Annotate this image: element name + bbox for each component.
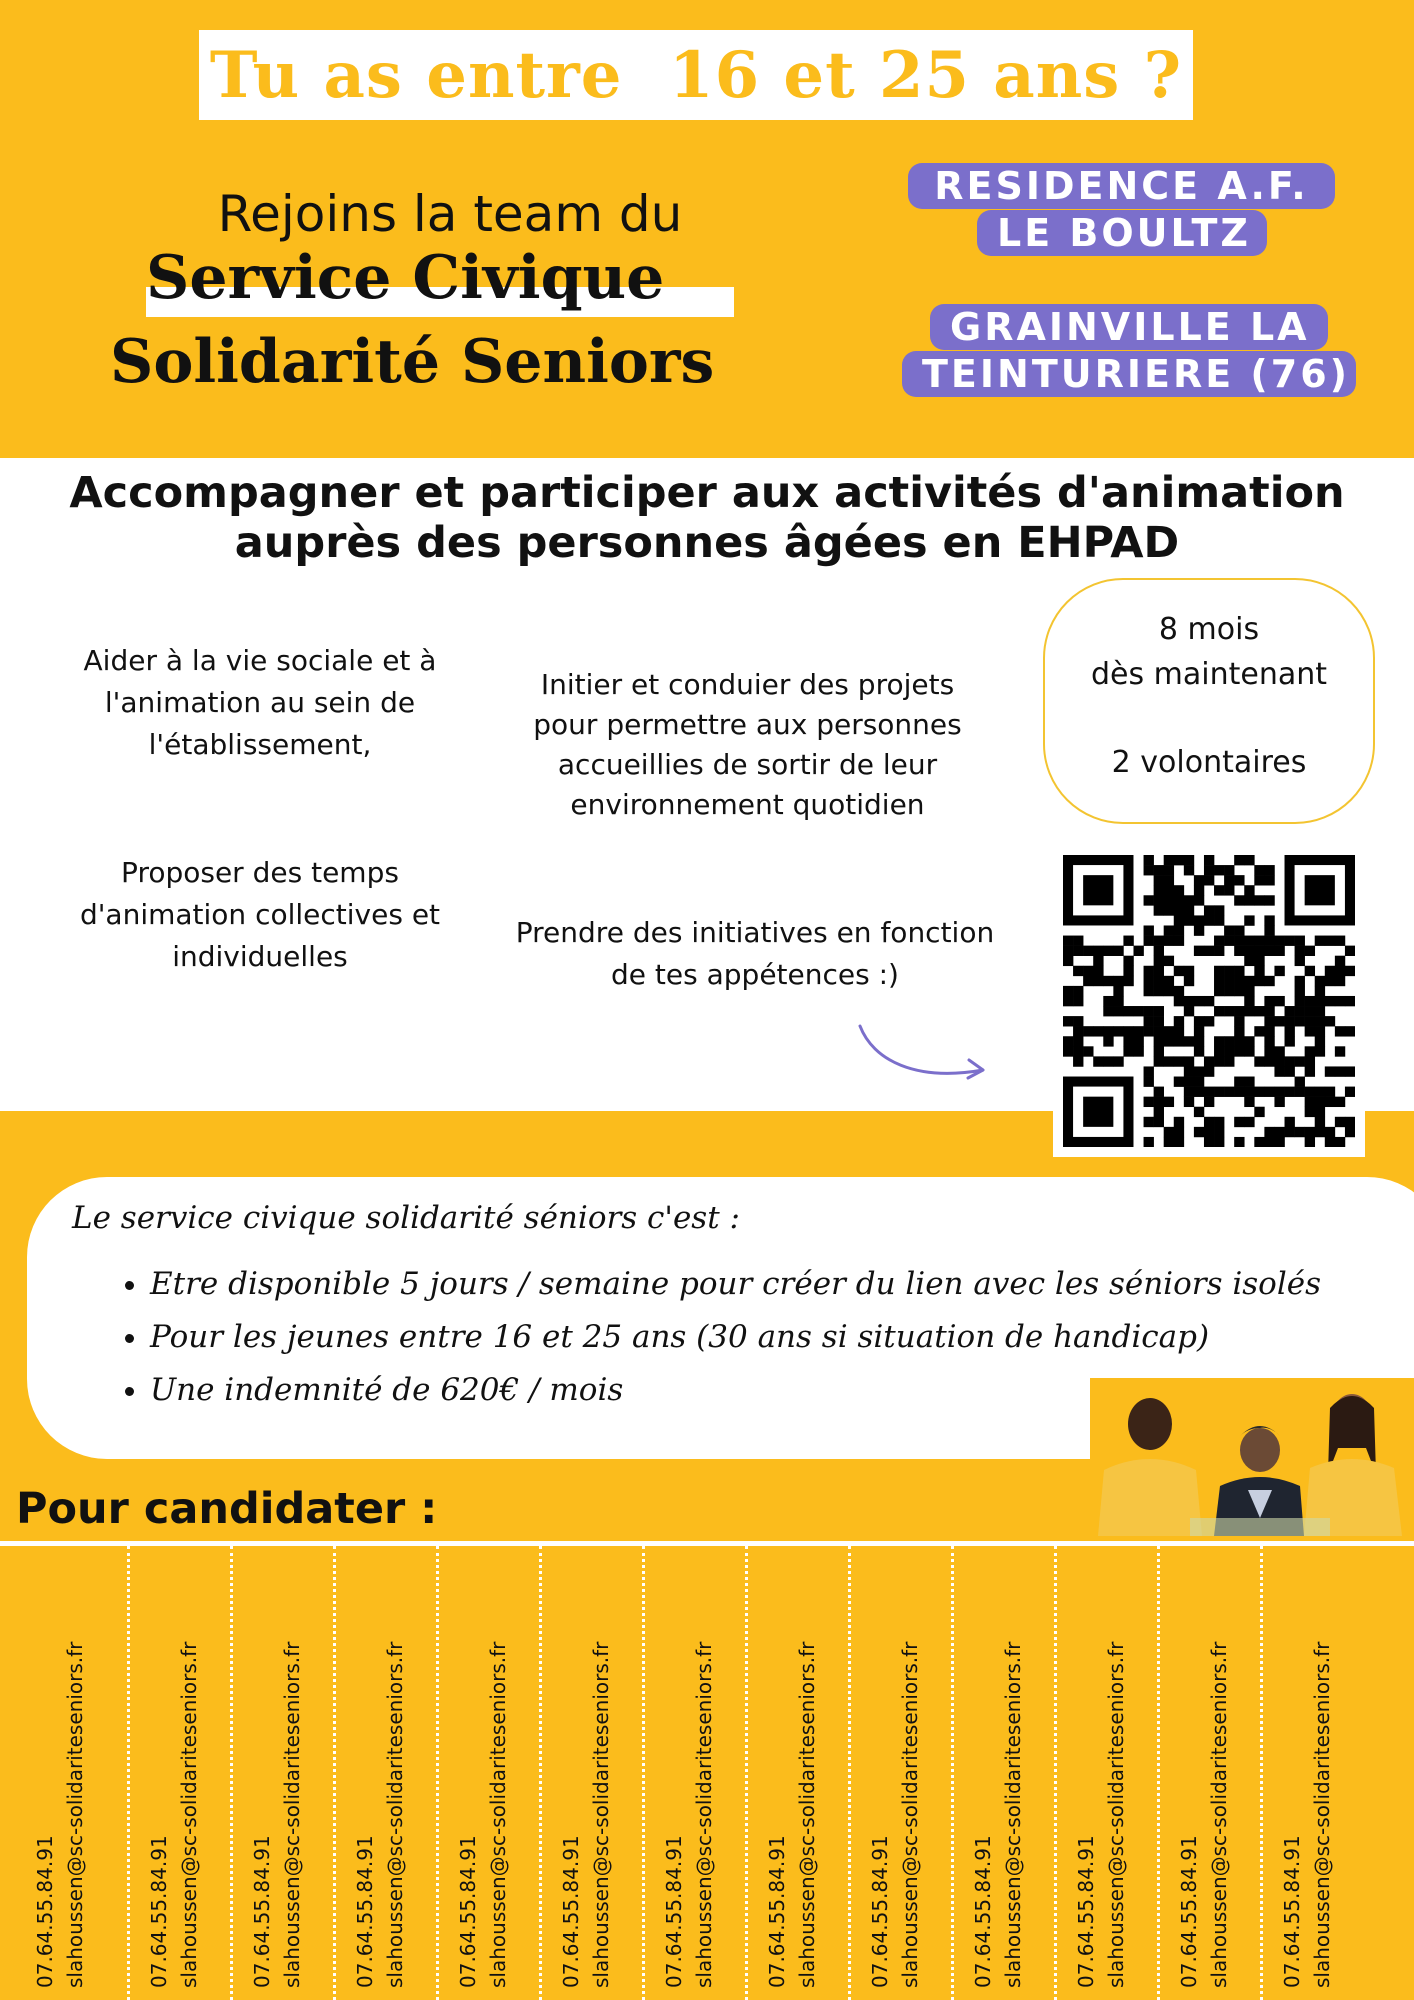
tab-phone[interactable]: 07.64.55.84.91 <box>765 1835 789 1988</box>
tab-email[interactable]: slahoussen@sc-solidariteseniors.fr <box>280 1641 304 1988</box>
tear-off-tab <box>233 1546 336 2000</box>
tab-contact <box>1277 1558 1337 1988</box>
tab-contact <box>865 1558 925 1988</box>
mission-line1: Accompagner et participer aux activités d'animation <box>69 468 1345 518</box>
tab-phone[interactable]: 07.64.55.84.91 <box>1177 1835 1201 1988</box>
tab-phone[interactable]: 07.64.55.84.91 <box>868 1835 892 1988</box>
tab-phone[interactable]: 07.64.55.84.91 <box>559 1835 583 1988</box>
tab-contact <box>30 1558 90 1988</box>
tab-email[interactable]: slahoussen@sc-solidariteseniors.fr <box>692 1641 716 1988</box>
details-item: • Pour les jeunes entre 16 et 25 ans (30 ans si situation de handicap) <box>150 1311 1321 1364</box>
tab-phone[interactable]: 07.64.55.84.91 <box>147 1835 171 1988</box>
task-aider: Aider à la vie sociale et à l'animation au sein de l'établissement, <box>83 644 437 761</box>
tab-email[interactable]: slahoussen@sc-solidariteseniors.fr <box>63 1641 87 1988</box>
mission-title <box>20 468 1394 568</box>
service-civique-title <box>146 243 664 313</box>
solidarite-seniors-title: Solidarité Seniors <box>110 327 715 397</box>
tab-email[interactable]: slahoussen@sc-solidariteseniors.fr <box>1104 1641 1128 1988</box>
tear-off-tab <box>748 1546 851 2000</box>
details-item: • Une indemnité de 620€ / mois <box>150 1364 1321 1417</box>
mission-line2: auprès des personnes âgées en EHPAD <box>234 518 1180 568</box>
tear-off-tab <box>851 1546 954 2000</box>
tear-off-tab <box>645 1546 748 2000</box>
tab-phone[interactable]: 07.64.55.84.91 <box>1280 1835 1304 1988</box>
tab-contact <box>144 1558 204 1988</box>
tab-contact <box>350 1558 410 1988</box>
info-bubble <box>1043 578 1375 824</box>
residence-tag-line1: RESIDENCE A.F. <box>908 163 1335 209</box>
tab-phone[interactable]: 07.64.55.84.91 <box>1074 1835 1098 1988</box>
tab-contact <box>453 1558 513 1988</box>
info-start: dès maintenant <box>1090 657 1327 692</box>
tab-email[interactable]: slahoussen@sc-solidariteseniors.fr <box>177 1641 201 1988</box>
city-tag-line2: TEINTURIERE (76) <box>902 351 1356 397</box>
tab-email[interactable]: slahoussen@sc-solidariteseniors.fr <box>486 1641 510 1988</box>
apply-title: Pour candidater : <box>16 1484 438 1534</box>
curved-arrow-icon <box>855 1020 995 1090</box>
tab-phone[interactable]: 07.64.55.84.91 <box>662 1835 686 1988</box>
tab-email[interactable]: slahoussen@sc-solidariteseniors.fr <box>1310 1641 1334 1988</box>
tear-off-tab <box>130 1546 233 2000</box>
tear-off-tab <box>542 1546 645 2000</box>
tab-phone[interactable]: 07.64.55.84.91 <box>250 1835 274 1988</box>
tear-off-tab <box>16 1546 130 2000</box>
service-civique-text: Service Civique <box>146 243 665 313</box>
tab-contact <box>1071 1558 1131 1988</box>
tear-off-tab <box>1160 1546 1263 2000</box>
intro-line: Rejoins la team du <box>217 185 683 243</box>
details-item: • Etre disponible 5 jours / semaine pour créer du lien avec les séniors isolés <box>150 1258 1321 1311</box>
tab-contact <box>1174 1558 1234 1988</box>
tear-off-tab <box>954 1546 1057 2000</box>
tab-email[interactable]: slahoussen@sc-solidariteseniors.fr <box>383 1641 407 1988</box>
volunteers-photo <box>1090 1378 1414 1536</box>
tab-email[interactable]: slahoussen@sc-solidariteseniors.fr <box>1001 1641 1025 1988</box>
tab-contact <box>762 1558 822 1988</box>
tear-off-tab <box>336 1546 439 2000</box>
tab-email[interactable]: slahoussen@sc-solidariteseniors.fr <box>898 1641 922 1988</box>
info-duration: 8 mois <box>1158 612 1260 647</box>
info-volunteers: 2 volontaires <box>1111 745 1307 780</box>
task-initier: Initier et conduier des projets pour permettre aux personnes accueillies de sortir de leur environnement quotidien <box>533 668 962 821</box>
task-initiatives: Prendre des initiatives en fonction de tes appétences :) <box>515 916 995 991</box>
tab-email[interactable]: slahoussen@sc-solidariteseniors.fr <box>1207 1641 1231 1988</box>
tab-phone[interactable]: 07.64.55.84.91 <box>456 1835 480 1988</box>
tab-email[interactable]: slahoussen@sc-solidariteseniors.fr <box>795 1641 819 1988</box>
tab-email[interactable]: slahoussen@sc-solidariteseniors.fr <box>589 1641 613 1988</box>
tab-phone[interactable]: 07.64.55.84.91 <box>971 1835 995 1988</box>
tear-off-tab <box>1057 1546 1160 2000</box>
task-proposer: Proposer des temps d'animation collectives et individuelles <box>79 856 441 973</box>
tab-contact <box>659 1558 719 1988</box>
tab-phone[interactable]: 07.64.55.84.91 <box>353 1835 377 1988</box>
tab-contact <box>556 1558 616 1988</box>
city-tag-line1: GRAINVILLE LA <box>930 304 1328 350</box>
tear-off-tab <box>1263 1546 1414 2000</box>
details-intro: Le service civique solidarité séniors c'est : <box>72 1200 740 1236</box>
tab-contact <box>968 1558 1028 1988</box>
residence-tag-line2: LE BOULTZ <box>977 210 1267 256</box>
tab-contact <box>247 1558 307 1988</box>
tear-off-tabs <box>16 1546 1414 2000</box>
tab-phone[interactable]: 07.64.55.84.91 <box>33 1835 57 1988</box>
tear-off-tab <box>439 1546 542 2000</box>
qr-code-icon <box>1063 855 1355 1147</box>
qr-code[interactable] <box>1053 845 1365 1157</box>
headline: Tu as entre 16 et 25 ans ? <box>209 37 1183 113</box>
headline-box <box>199 30 1193 120</box>
